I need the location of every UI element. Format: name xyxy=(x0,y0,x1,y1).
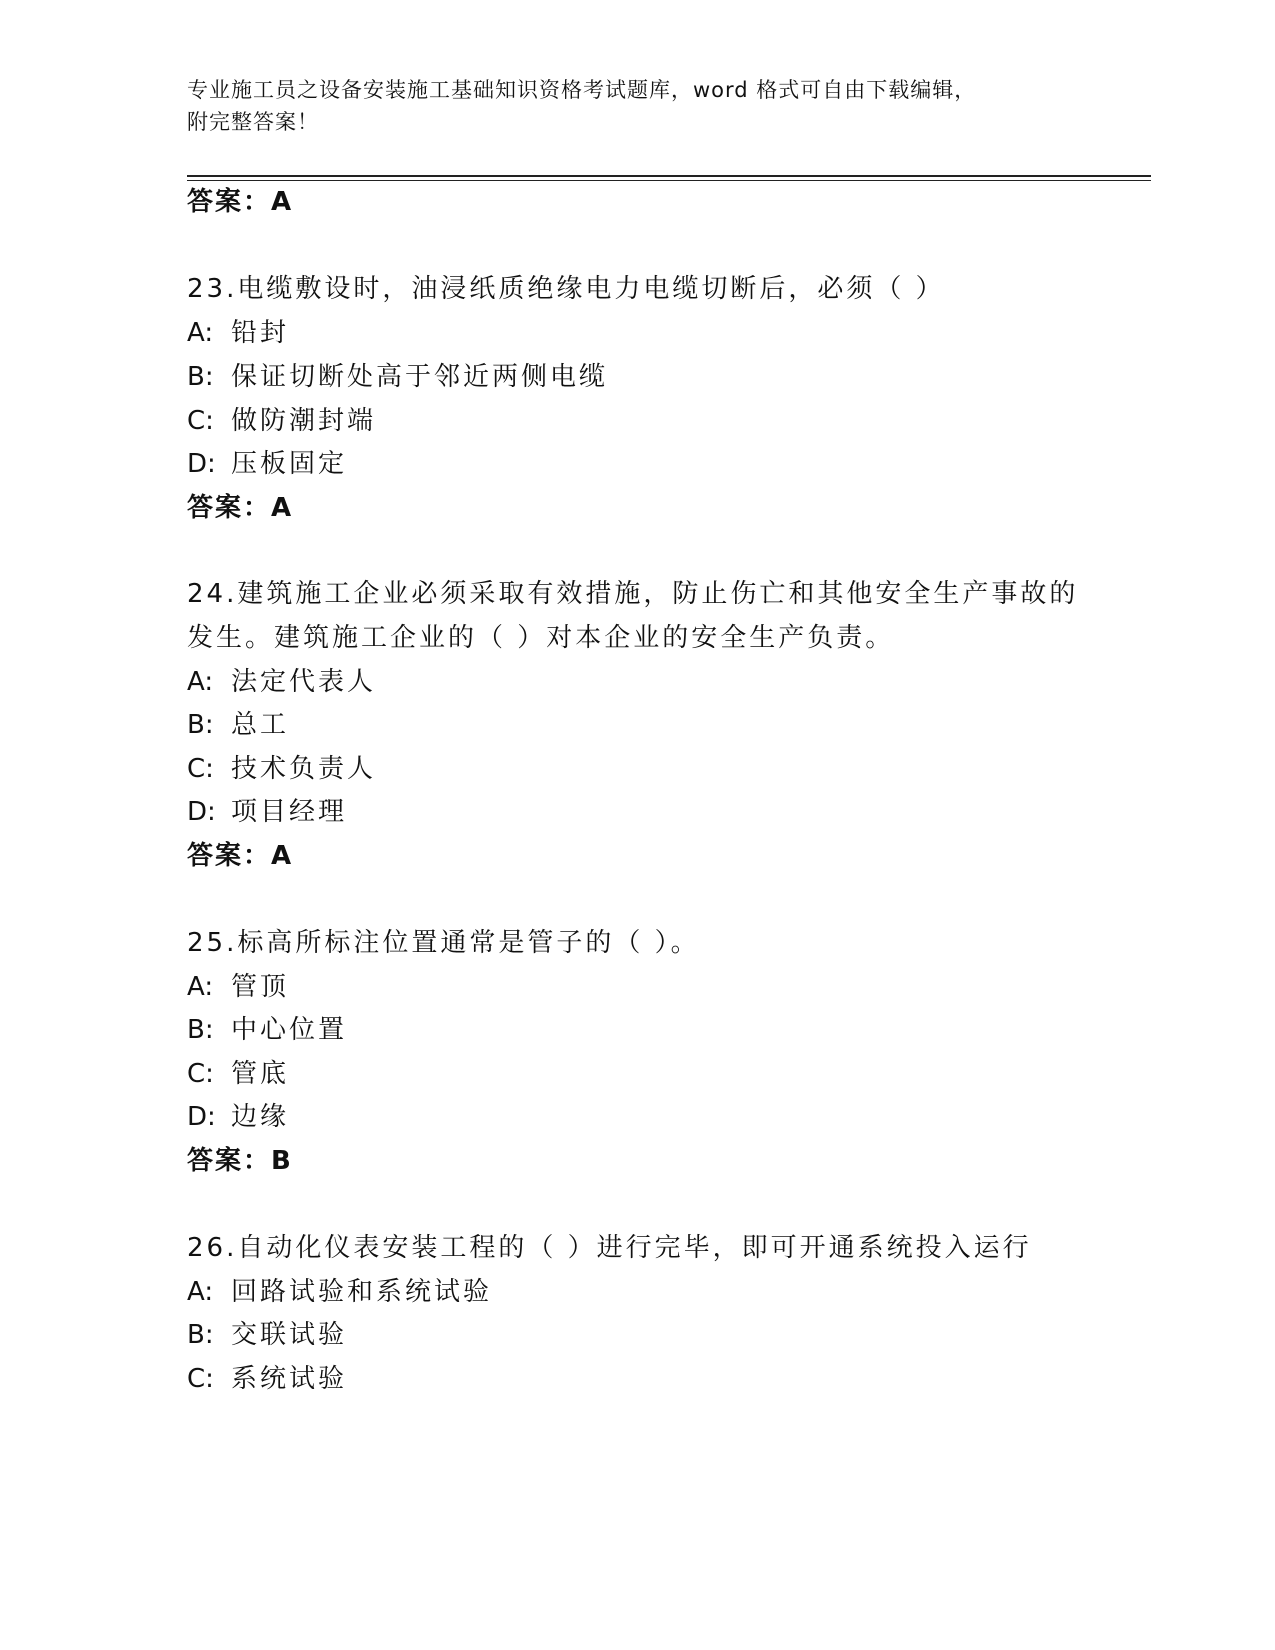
option-text: 铅封 xyxy=(231,318,290,348)
option-label: C: xyxy=(187,754,214,784)
question-26-option-a xyxy=(187,1275,492,1309)
question-24-stem-line-1: 24.建筑施工企业必须采取有效措施，防止伤亡和其他安全生产事故的 xyxy=(187,579,1079,609)
option-label: D: xyxy=(187,1102,216,1132)
option-text: 项目经理 xyxy=(231,797,348,827)
option-text: 总工 xyxy=(231,710,290,740)
option-label: C: xyxy=(187,1059,214,1089)
option-text: 技术负责人 xyxy=(231,754,377,784)
option-text: 管底 xyxy=(231,1059,290,1089)
question-24-option-a xyxy=(187,665,376,699)
option-text: 压板固定 xyxy=(231,449,348,479)
question-25-answer: 答案：B xyxy=(187,1146,293,1176)
option-label: A: xyxy=(187,318,214,348)
answer-q22: 答案：A xyxy=(187,187,294,217)
option-label: A: xyxy=(187,972,214,1002)
question-26-option-c xyxy=(187,1362,347,1396)
option-text: 法定代表人 xyxy=(231,667,377,697)
option-label: C: xyxy=(187,1364,214,1394)
question-24-stem-line-2: 发生。建筑施工企业的（ ）对本企业的安全生产负责。 xyxy=(187,623,895,653)
header-divider-thick xyxy=(187,175,1151,177)
header-line-1: 专业施工员之设备安装施工基础知识资格考试题库，word 格式可自由下载编辑， xyxy=(187,78,977,102)
option-label: B: xyxy=(187,362,214,392)
question-25-option-a xyxy=(187,970,289,1004)
option-text: 做防潮封端 xyxy=(231,406,377,436)
question-26-option-b xyxy=(187,1318,347,1352)
question-24-answer: 答案：A xyxy=(187,841,294,871)
question-23-answer: 答案：A xyxy=(187,493,294,523)
option-text: 系统试验 xyxy=(231,1364,348,1394)
question-25-stem: 25.标高所标注位置通常是管子的（ ）。 xyxy=(187,928,700,958)
option-text: 边缘 xyxy=(231,1102,290,1132)
option-label: A: xyxy=(187,667,214,697)
question-23-stem: 23.电缆敷设时，油浸纸质绝缘电力电缆切断后，必须（ ） xyxy=(187,274,945,304)
option-text: 回路试验和系统试验 xyxy=(231,1277,493,1307)
option-label: D: xyxy=(187,449,216,479)
option-text: 保证切断处高于邻近两侧电缆 xyxy=(231,362,609,392)
option-label: D: xyxy=(187,797,216,827)
question-23-option-b xyxy=(187,360,608,394)
question-24-option-d xyxy=(187,795,347,829)
header-line-2: 附完整答案！ xyxy=(187,110,319,134)
option-label: B: xyxy=(187,710,214,740)
question-23-option-c xyxy=(187,404,376,438)
question-24-option-b xyxy=(187,708,289,742)
option-label: B: xyxy=(187,1015,214,1045)
option-label: C: xyxy=(187,406,214,436)
option-label: A: xyxy=(187,1277,214,1307)
question-23-option-a xyxy=(187,316,289,350)
question-25-option-c xyxy=(187,1057,289,1091)
option-text: 管顶 xyxy=(231,972,290,1002)
question-25-option-d xyxy=(187,1100,289,1134)
question-23-option-d xyxy=(187,447,347,481)
option-text: 中心位置 xyxy=(231,1015,348,1045)
question-26-stem: 26.自动化仪表安装工程的（ ）进行完毕，即可开通系统投入运行 xyxy=(187,1233,1032,1263)
option-label: B: xyxy=(187,1320,214,1350)
question-24-option-c xyxy=(187,752,376,786)
question-25-option-b xyxy=(187,1013,347,1047)
document-header xyxy=(187,74,1067,138)
header-divider-thin xyxy=(187,180,1151,181)
option-text: 交联试验 xyxy=(231,1320,348,1350)
